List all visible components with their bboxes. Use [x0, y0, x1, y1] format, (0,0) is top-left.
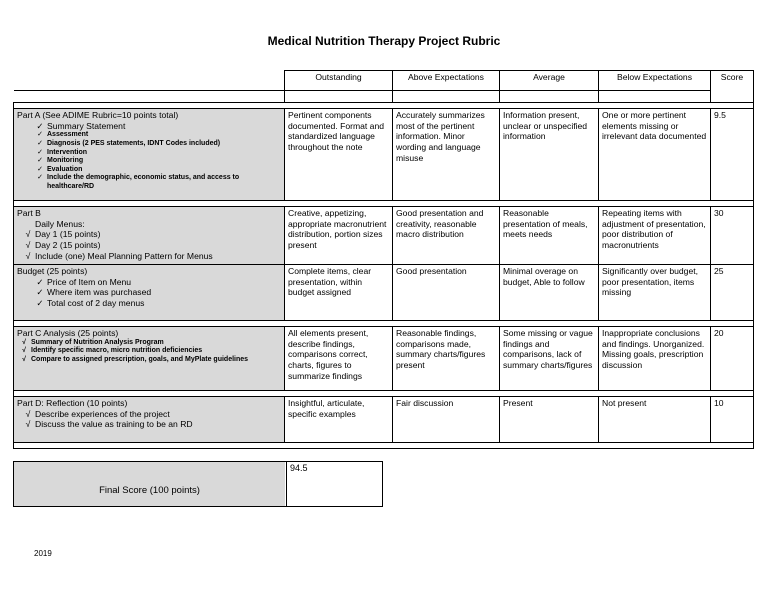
header-above-expectations: Above Expectations: [393, 71, 500, 91]
part-b-title: Part B: [17, 208, 41, 218]
part-c-above: Reasonable findings, comparisons made, summary charts/figures present: [393, 327, 500, 391]
part-b-above: Good presentation and creativity, reasonable macro distribution: [393, 207, 500, 265]
part-a-outstanding: Pertinent components documented. Format and standardized language throughout the note: [285, 109, 393, 201]
list-item: √ Include (one) Meal Planning Pattern for Menus: [25, 250, 213, 261]
part-d-outstanding: Insightful, articulate, specific examples: [285, 397, 393, 443]
part-d-above: Fair discussion: [393, 397, 500, 443]
rubric-row-part-a: [14, 109, 754, 201]
part-a-below: One or more pertinent elements missing or irrelevant data documented: [599, 109, 711, 201]
final-score-value: 94.5: [286, 461, 382, 506]
page-title: Medical Nutrition Therapy Project Rubric: [267, 34, 501, 48]
part-c-score: 20: [711, 327, 754, 391]
rubric-table: [13, 70, 754, 449]
list-item: √ Day 1 (15 points): [25, 229, 101, 240]
list-item: ✓ Total cost of 2 day menus: [36, 298, 145, 309]
part-c-average: Some missing or vague findings and comparisons, lack of summary charts/figures: [500, 327, 599, 391]
part-a-average: Information present, unclear or unspecified information: [500, 109, 599, 201]
budget-score: 25: [711, 265, 754, 321]
rubric-row-part-c: [14, 327, 754, 391]
list-item: √ Day 2 (15 points): [25, 240, 101, 251]
final-score-label: Final Score (100 points): [99, 485, 200, 496]
header-blank-cell: [14, 71, 285, 91]
part-a-title: Part A (See ADIME Rubric=10 points total): [17, 110, 179, 120]
part-b-score: 30: [711, 207, 754, 265]
header-row: [14, 71, 754, 91]
list-item: ✓ Include the demographic, economic status, and access to: [37, 174, 240, 182]
list-item: √ Compare to assigned prescription, goals, and MyPlate guidelines: [22, 355, 249, 363]
list-item: √ Identify specific macro, micro nutrition deficiencies: [22, 347, 203, 355]
part-d-title: Part D: Reflection (10 points): [17, 398, 128, 408]
final-score-box: [13, 461, 383, 507]
list-item: ✓ Price of Item on Menu: [36, 276, 132, 287]
list-item: healthcare/RD: [47, 182, 95, 190]
list-item: √ Discuss the value as training to be an RD: [25, 419, 193, 430]
final-score-label-cell: [14, 462, 285, 506]
list-item: ✓ Diagnosis (2 PES statements, IDNT Codes included): [37, 140, 221, 147]
list-item: √ Describe experiences of the project: [25, 408, 170, 419]
part-b-subtitle: Daily Menus:: [35, 218, 85, 229]
footer-year: 2019: [34, 549, 52, 558]
part-a-score: 9.5: [711, 109, 754, 201]
part-b-criteria: [14, 207, 285, 265]
budget-below: Significantly over budget, poor presentation, items missing: [599, 265, 711, 321]
part-d-criteria: [14, 397, 285, 443]
budget-outstanding: Complete items, clear presentation, within budget assigned: [285, 265, 393, 321]
part-b-below: Repeating items with adjustment of presentation, poor distribution of macronutrients: [599, 207, 711, 265]
list-item: ✓ Summary Statement: [36, 120, 126, 131]
part-b-outstanding: Creative, appetizing, appropriate macronutrient distribution, portion sizes present: [285, 207, 393, 265]
spacer-row: [14, 443, 754, 449]
part-c-below: Inappropriate conclusions and findings. Unorganized. Missing goals, prescription discussion: [599, 327, 711, 391]
budget-average: Minimal overage on budget, Able to follow: [500, 265, 599, 321]
part-c-outstanding: All elements present, describe findings, comparisons correct, charts, figures to summarize findings: [285, 327, 393, 391]
part-d-average: Present: [500, 397, 599, 443]
list-item: ✓ Where item was purchased: [36, 287, 152, 298]
budget-criteria: [14, 265, 285, 321]
budget-above: Good presentation: [393, 265, 500, 321]
header-score: Score: [711, 71, 754, 103]
list-item: ✓ Evaluation: [37, 165, 83, 173]
list-item: ✓ Monitoring: [37, 157, 84, 165]
list-item: ✓ Intervention: [37, 148, 88, 156]
rubric-row-part-d: [14, 397, 754, 443]
part-d-score: 10: [711, 397, 754, 443]
part-c-title: Part C Analysis (25 points): [17, 328, 119, 338]
budget-title: Budget (25 points): [17, 266, 88, 276]
part-a-criteria: [14, 109, 285, 201]
rubric-row-part-b: [14, 207, 754, 265]
list-item: √ Summary of Nutrition Analysis Program: [22, 338, 164, 346]
header-average: Average: [500, 71, 599, 91]
header-subrow: [14, 91, 754, 103]
header-outstanding: Outstanding: [285, 71, 393, 91]
part-d-below: Not present: [599, 397, 711, 443]
part-c-criteria: [14, 327, 285, 391]
header-below-expectations: Below Expectations: [599, 71, 711, 91]
rubric-row-budget: [14, 265, 754, 321]
part-b-average: Reasonable presentation of meals, meets needs: [500, 207, 599, 265]
list-item: ✓ Assessment: [37, 131, 89, 139]
part-a-above: Accurately summarizes most of the pertinent information. Minor wording and language misuse: [393, 109, 500, 201]
